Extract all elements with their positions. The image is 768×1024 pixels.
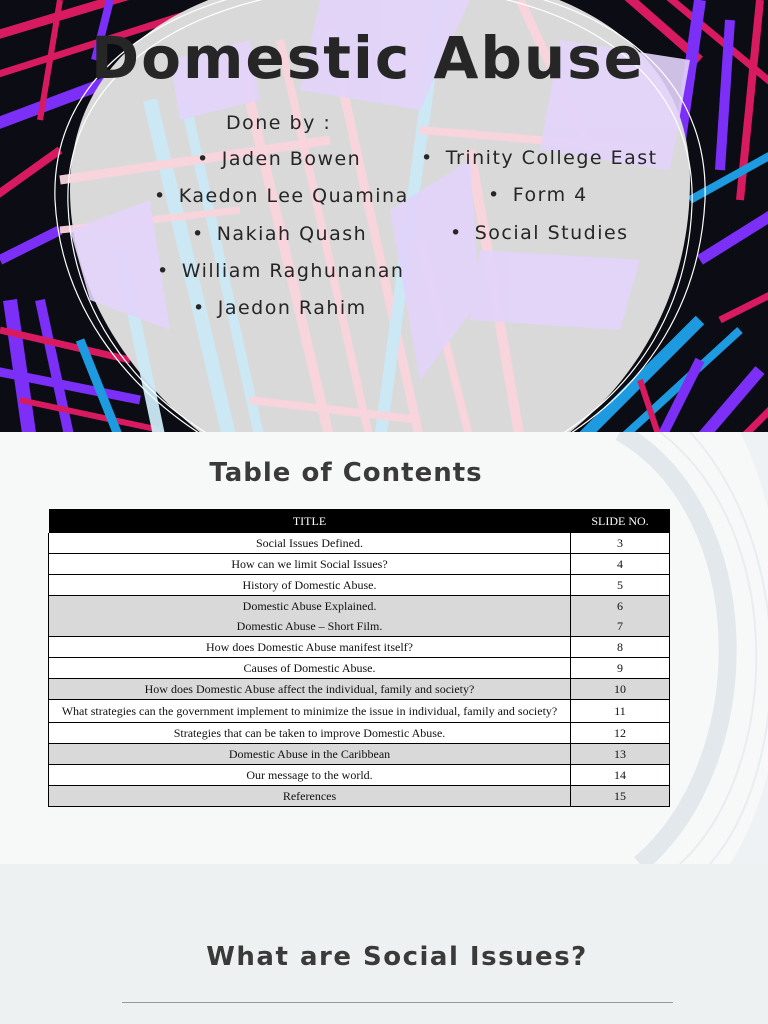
table-row [49, 658, 670, 679]
presentation-title: Domestic Abuse [90, 24, 646, 92]
school-detail-item: • Trinity College East [421, 147, 658, 169]
row-slide-number: 11 [571, 700, 670, 723]
table-row [49, 786, 670, 807]
contents-table [48, 509, 670, 807]
row-title: Our message to the world. [49, 765, 571, 786]
table-row [49, 723, 670, 744]
school-detail-item: • Form 4 [488, 184, 588, 206]
table-row [49, 744, 670, 765]
row-title: Strategies that can be taken to improve Domestic Abuse. [49, 723, 571, 744]
table-row [49, 596, 670, 617]
row-title: Causes of Domestic Abuse. [49, 658, 571, 679]
row-slide-number: 8 [571, 637, 670, 658]
row-title: References [49, 786, 571, 807]
team-member-item: • Jaden Bowen [197, 148, 361, 170]
table-row [49, 637, 670, 658]
row-slide-number: 13 [571, 744, 670, 765]
slide-number-column-header: SLIDE NO. [571, 509, 670, 533]
table-row [49, 616, 670, 637]
table-row [49, 554, 670, 575]
row-title: What strategies can the government implement to minimize the issue in individual, family and society? [49, 700, 571, 723]
social-issues-heading: What are Social Issues? [206, 942, 588, 972]
team-member-item: • Jaedon Rahim [193, 297, 367, 319]
row-title: How can we limit Social Issues? [49, 554, 571, 575]
row-slide-number: 5 [571, 575, 670, 596]
done-by-label: Done by : [226, 112, 332, 134]
table-row [49, 575, 670, 596]
row-slide-number: 4 [571, 554, 670, 575]
team-member-item: • Kaedon Lee Quamina [154, 185, 409, 207]
table-row [49, 765, 670, 786]
row-title: Domestic Abuse – Short Film. [49, 616, 571, 637]
row-slide-number: 7 [571, 616, 670, 637]
row-title: Social Issues Defined. [49, 533, 571, 554]
row-slide-number: 3 [571, 533, 670, 554]
row-slide-number: 9 [571, 658, 670, 679]
row-title: Domestic Abuse in the Caribbean [49, 744, 571, 765]
social-issues-slide [0, 864, 768, 1024]
row-slide-number: 10 [571, 679, 670, 700]
table-row [49, 700, 670, 723]
title-column-header: TITLE [49, 509, 571, 533]
table-row [49, 533, 670, 554]
title-slide [0, 0, 768, 432]
row-slide-number: 6 [571, 596, 670, 617]
table-row [49, 679, 670, 700]
heading-divider [122, 1002, 673, 1003]
table-header-row [49, 509, 670, 533]
row-slide-number: 15 [571, 786, 670, 807]
table-of-contents-slide [0, 432, 768, 864]
team-member-item: • William Raghunanan [157, 260, 404, 282]
row-title: History of Domestic Abuse. [49, 575, 571, 596]
team-member-item: • Nakiah Quash [192, 223, 367, 245]
toc-heading: Table of Contents [209, 458, 483, 488]
row-title: How does Domestic Abuse affect the individual, family and society? [49, 679, 571, 700]
row-slide-number: 12 [571, 723, 670, 744]
row-title: How does Domestic Abuse manifest itself? [49, 637, 571, 658]
school-detail-item: • Social Studies [450, 222, 629, 244]
row-slide-number: 14 [571, 765, 670, 786]
row-title: Domestic Abuse Explained. [49, 596, 571, 617]
